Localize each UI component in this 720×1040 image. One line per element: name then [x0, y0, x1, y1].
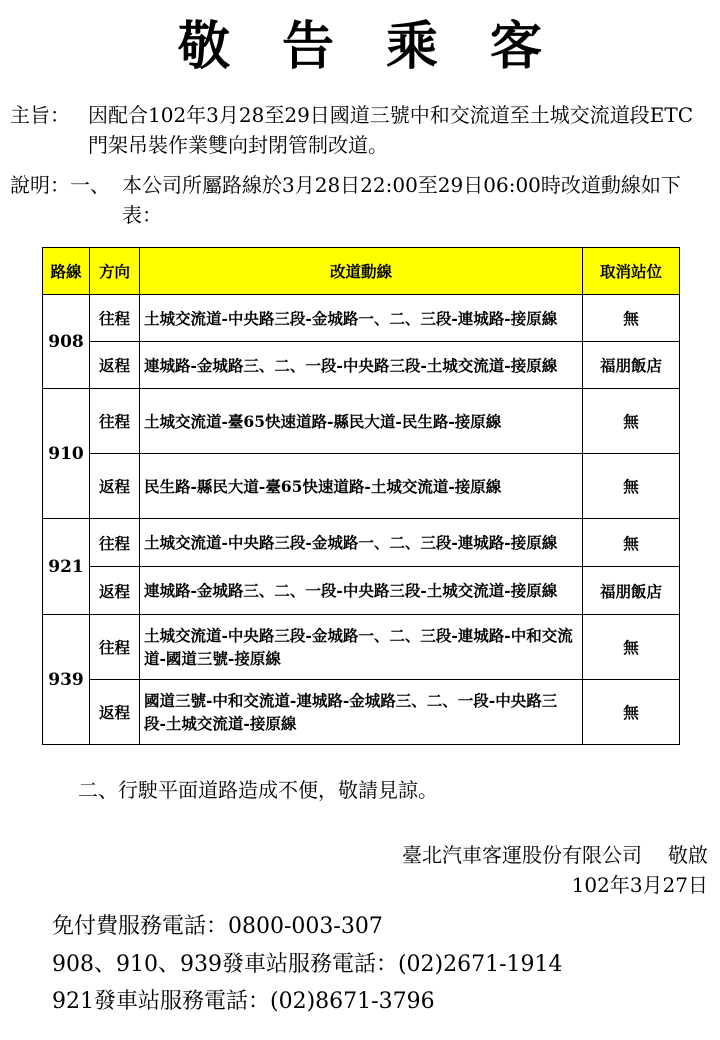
- table-row: [43, 567, 680, 615]
- route-number: 910: [43, 389, 90, 519]
- table-row: [43, 389, 680, 454]
- direction-cell: 返程: [90, 680, 140, 745]
- header-cancelled-stops: 取消站位: [583, 248, 680, 295]
- route-number: 921: [43, 519, 90, 615]
- explanation-text: 本公司所屬路線於3月28日22:00至29日06:00時改道動線如下表：: [122, 173, 681, 227]
- direction-cell: 返程: [90, 342, 140, 389]
- route-number: 908: [43, 295, 90, 389]
- detour-table: [42, 247, 680, 745]
- cancelled-stop-cell: 福朋飯店: [583, 567, 680, 615]
- cancelled-stop-cell: 無: [583, 615, 680, 680]
- phone-line-depot-908-910-939: 908、910、939發車站服務電話：(02)2671-1914: [52, 952, 563, 977]
- cancelled-stop-cell: 福朋飯店: [583, 342, 680, 389]
- detour-cell: 連城路-金城路三、二、一段-中央路三段-土城交流道-接原線: [140, 567, 583, 615]
- company-line: [402, 840, 708, 870]
- table-row: [43, 519, 680, 567]
- detour-cell: 國道三號-中和交流道-連城路-金城路三、二、一段-中央路三段-土城交流道-接原線: [140, 680, 583, 745]
- direction-cell: 往程: [90, 295, 140, 342]
- cancelled-stop-cell: 無: [583, 680, 680, 745]
- phone-line-depot-921: 921發車站服務電話：(02)8671-3796: [52, 989, 435, 1014]
- phone-line-tollfree: 免付費服務電話：0800-003-307: [52, 914, 383, 939]
- detour-cell: 土城交流道-臺65快速道路-縣民大道-民生路-接原線: [140, 389, 583, 454]
- regards-text: 敬啟: [668, 843, 708, 867]
- route-number: 939: [43, 615, 90, 745]
- company-name: 臺北汽車客運股份有限公司: [402, 843, 642, 867]
- cancelled-stop-cell: 無: [583, 454, 680, 519]
- detour-cell: 民生路-縣民大道-臺65快速道路-土城交流道-接原線: [140, 454, 583, 519]
- direction-cell: 返程: [90, 454, 140, 519]
- explanation-label: 說明：一、: [10, 173, 110, 197]
- apology-note: 二、行駛平面道路造成不便，敬請見諒。: [78, 778, 438, 802]
- header-detour: 改道動線: [140, 248, 583, 295]
- header-route: 路線: [43, 248, 90, 295]
- direction-cell: 往程: [90, 615, 140, 680]
- detour-cell: 土城交流道-中央路三段-金城路一、二、三段-連城路-接原線: [140, 519, 583, 567]
- table-row: [43, 295, 680, 342]
- notice-title: 敬告乘客: [177, 16, 594, 77]
- table-row: [43, 680, 680, 745]
- table-row: [43, 454, 680, 519]
- cancelled-stop-cell: 無: [583, 295, 680, 342]
- subject-text: 因配合102年3月28至29日國道三號中和交流道至土城交流道段ETC門架吊裝作業雙向封閉管制改道。: [88, 103, 694, 157]
- detour-cell: 土城交流道-中央路三段-金城路一、二、三段-連城路-接原線: [140, 295, 583, 342]
- notice-date: 102年3月27日: [571, 873, 708, 897]
- table-row: [43, 615, 680, 680]
- signature-block: [402, 840, 708, 900]
- direction-cell: 往程: [90, 389, 140, 454]
- detour-cell: 土城交流道-中央路三段-金城路一、二、三段-連城路-中和交流道-國道三號-接原線: [140, 615, 583, 680]
- direction-cell: 往程: [90, 519, 140, 567]
- table-row: [43, 342, 680, 389]
- detour-cell: 連城路-金城路三、二、一段-中央路三段-土城交流道-接原線: [140, 342, 583, 389]
- subject-label: 主旨：: [10, 103, 70, 127]
- cancelled-stop-cell: 無: [583, 519, 680, 567]
- direction-cell: 返程: [90, 567, 140, 615]
- cancelled-stop-cell: 無: [583, 389, 680, 454]
- subject-section: [10, 100, 700, 160]
- header-direction: 方向: [90, 248, 140, 295]
- explanation-section: [10, 170, 700, 230]
